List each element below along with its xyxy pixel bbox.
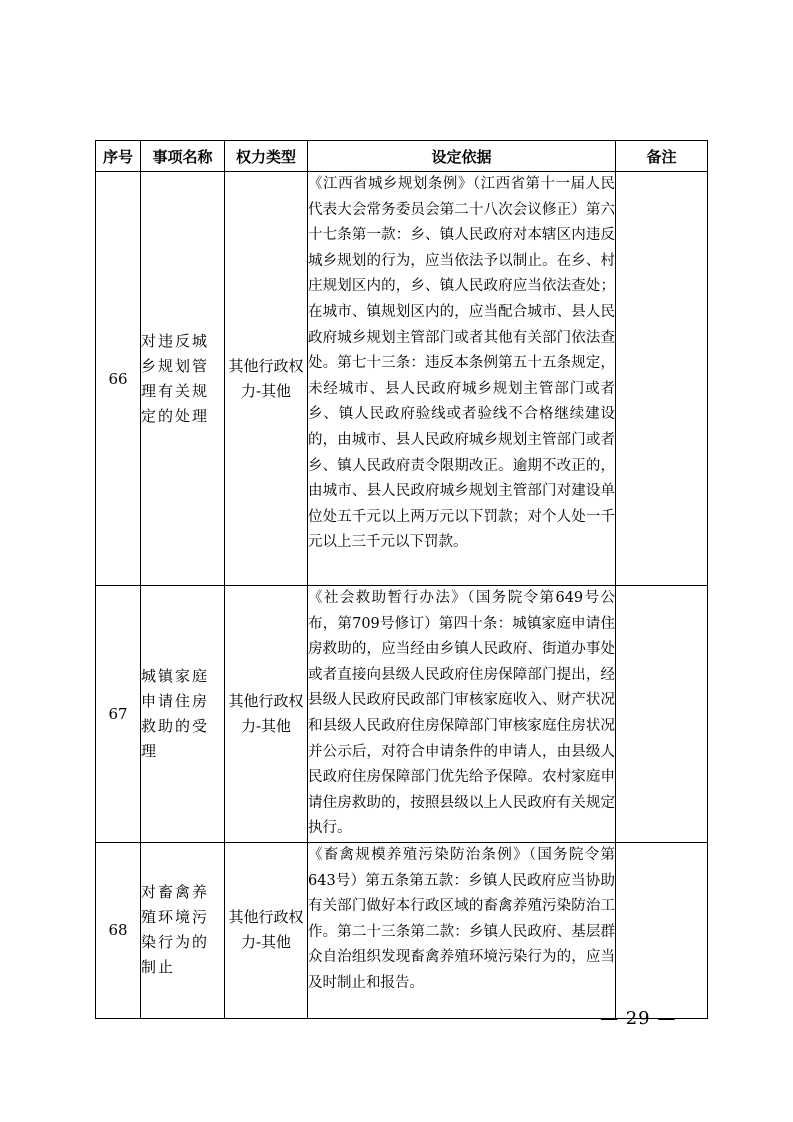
- row-seq: 67: [96, 586, 141, 843]
- row-power-type: 其他行政权力-其他: [225, 172, 308, 586]
- table-row: [96, 842, 708, 1018]
- page-number: — 29 —: [600, 1008, 677, 1029]
- row-seq: 66: [96, 172, 141, 586]
- row-legal-basis: 《江西省城乡规划条例》（江西省第十一届人民代表大会常务委员会第二十八次会议修正）第六十七条第一款：乡、镇人民政府对本辖区内违反城乡规划的行为，应当依法予以制止。在乡、村庄规划区内的，乡、镇人民政府应当依法查处；在城市、镇规划区内的，应当配合城市、县人民政府城乡规划主管部门或者其他有关部门依法查处。第七十三条：违反本条例第五十五条规定，未经城市、县人民政府城乡规划主管部门或者乡、镇人民政府验线或者验线不合格继续建设的，由城市、县人民政府城乡规划主管部门或者乡、镇人民政府责令限期改正。逾期不改正的，由城市、县人民政府城乡规划主管部门对建设单位处五千元以上两万元以下罚款；对个人处一千元以上三千元以下罚款。: [308, 172, 616, 586]
- row-power-type: 其他行政权力-其他: [225, 586, 308, 843]
- row-note: [616, 842, 708, 1018]
- row-item-name: 对违反城乡规划管理有关规定的处理: [141, 172, 225, 586]
- header-note: 备注: [616, 141, 708, 172]
- table-header-row: [96, 141, 708, 172]
- row-note: [616, 172, 708, 586]
- power-items-table: [95, 140, 708, 1019]
- header-item-name: 事项名称: [141, 141, 225, 172]
- row-legal-basis: 《畜禽规模养殖污染防治条例》（国务院令第643号）第五条第五款：乡镇人民政府应当协助有关部门做好本行政区域的畜禽养殖污染防治工作。第二十三条第二款：乡镇人民政府、基层群众自治组织发现畜禽养殖环境污染行为的，应当及时制止和报告。: [308, 842, 616, 1018]
- header-legal-basis: 设定依据: [308, 141, 616, 172]
- row-item-name: 城镇家庭申请住房救助的受理: [141, 586, 225, 843]
- table-row: [96, 172, 708, 586]
- row-legal-basis: 《社会救助暂行办法》（国务院令第649号公布，第709号修订）第四十条：城镇家庭申请住房救助的，应当经由乡镇人民政府、街道办事处或者直接向县级人民政府住房保障部门提出，经县级人民政府民政部门审核家庭收入、财产状况和县级人民政府住房保障部门审核家庭住房状况并公示后，对符合申请条件的申请人，由县级人民政府住房保障部门优先给予保障。农村家庭申请住房救助的，按照县级以上人民政府有关规定执行。: [308, 586, 616, 843]
- table-row: [96, 586, 708, 843]
- row-seq: 68: [96, 842, 141, 1018]
- header-seq: 序号: [96, 141, 141, 172]
- header-power-type: 权力类型: [225, 141, 308, 172]
- row-note: [616, 586, 708, 843]
- row-power-type: 其他行政权力-其他: [225, 842, 308, 1018]
- row-item-name: 对畜禽养殖环境污染行为的制止: [141, 842, 225, 1018]
